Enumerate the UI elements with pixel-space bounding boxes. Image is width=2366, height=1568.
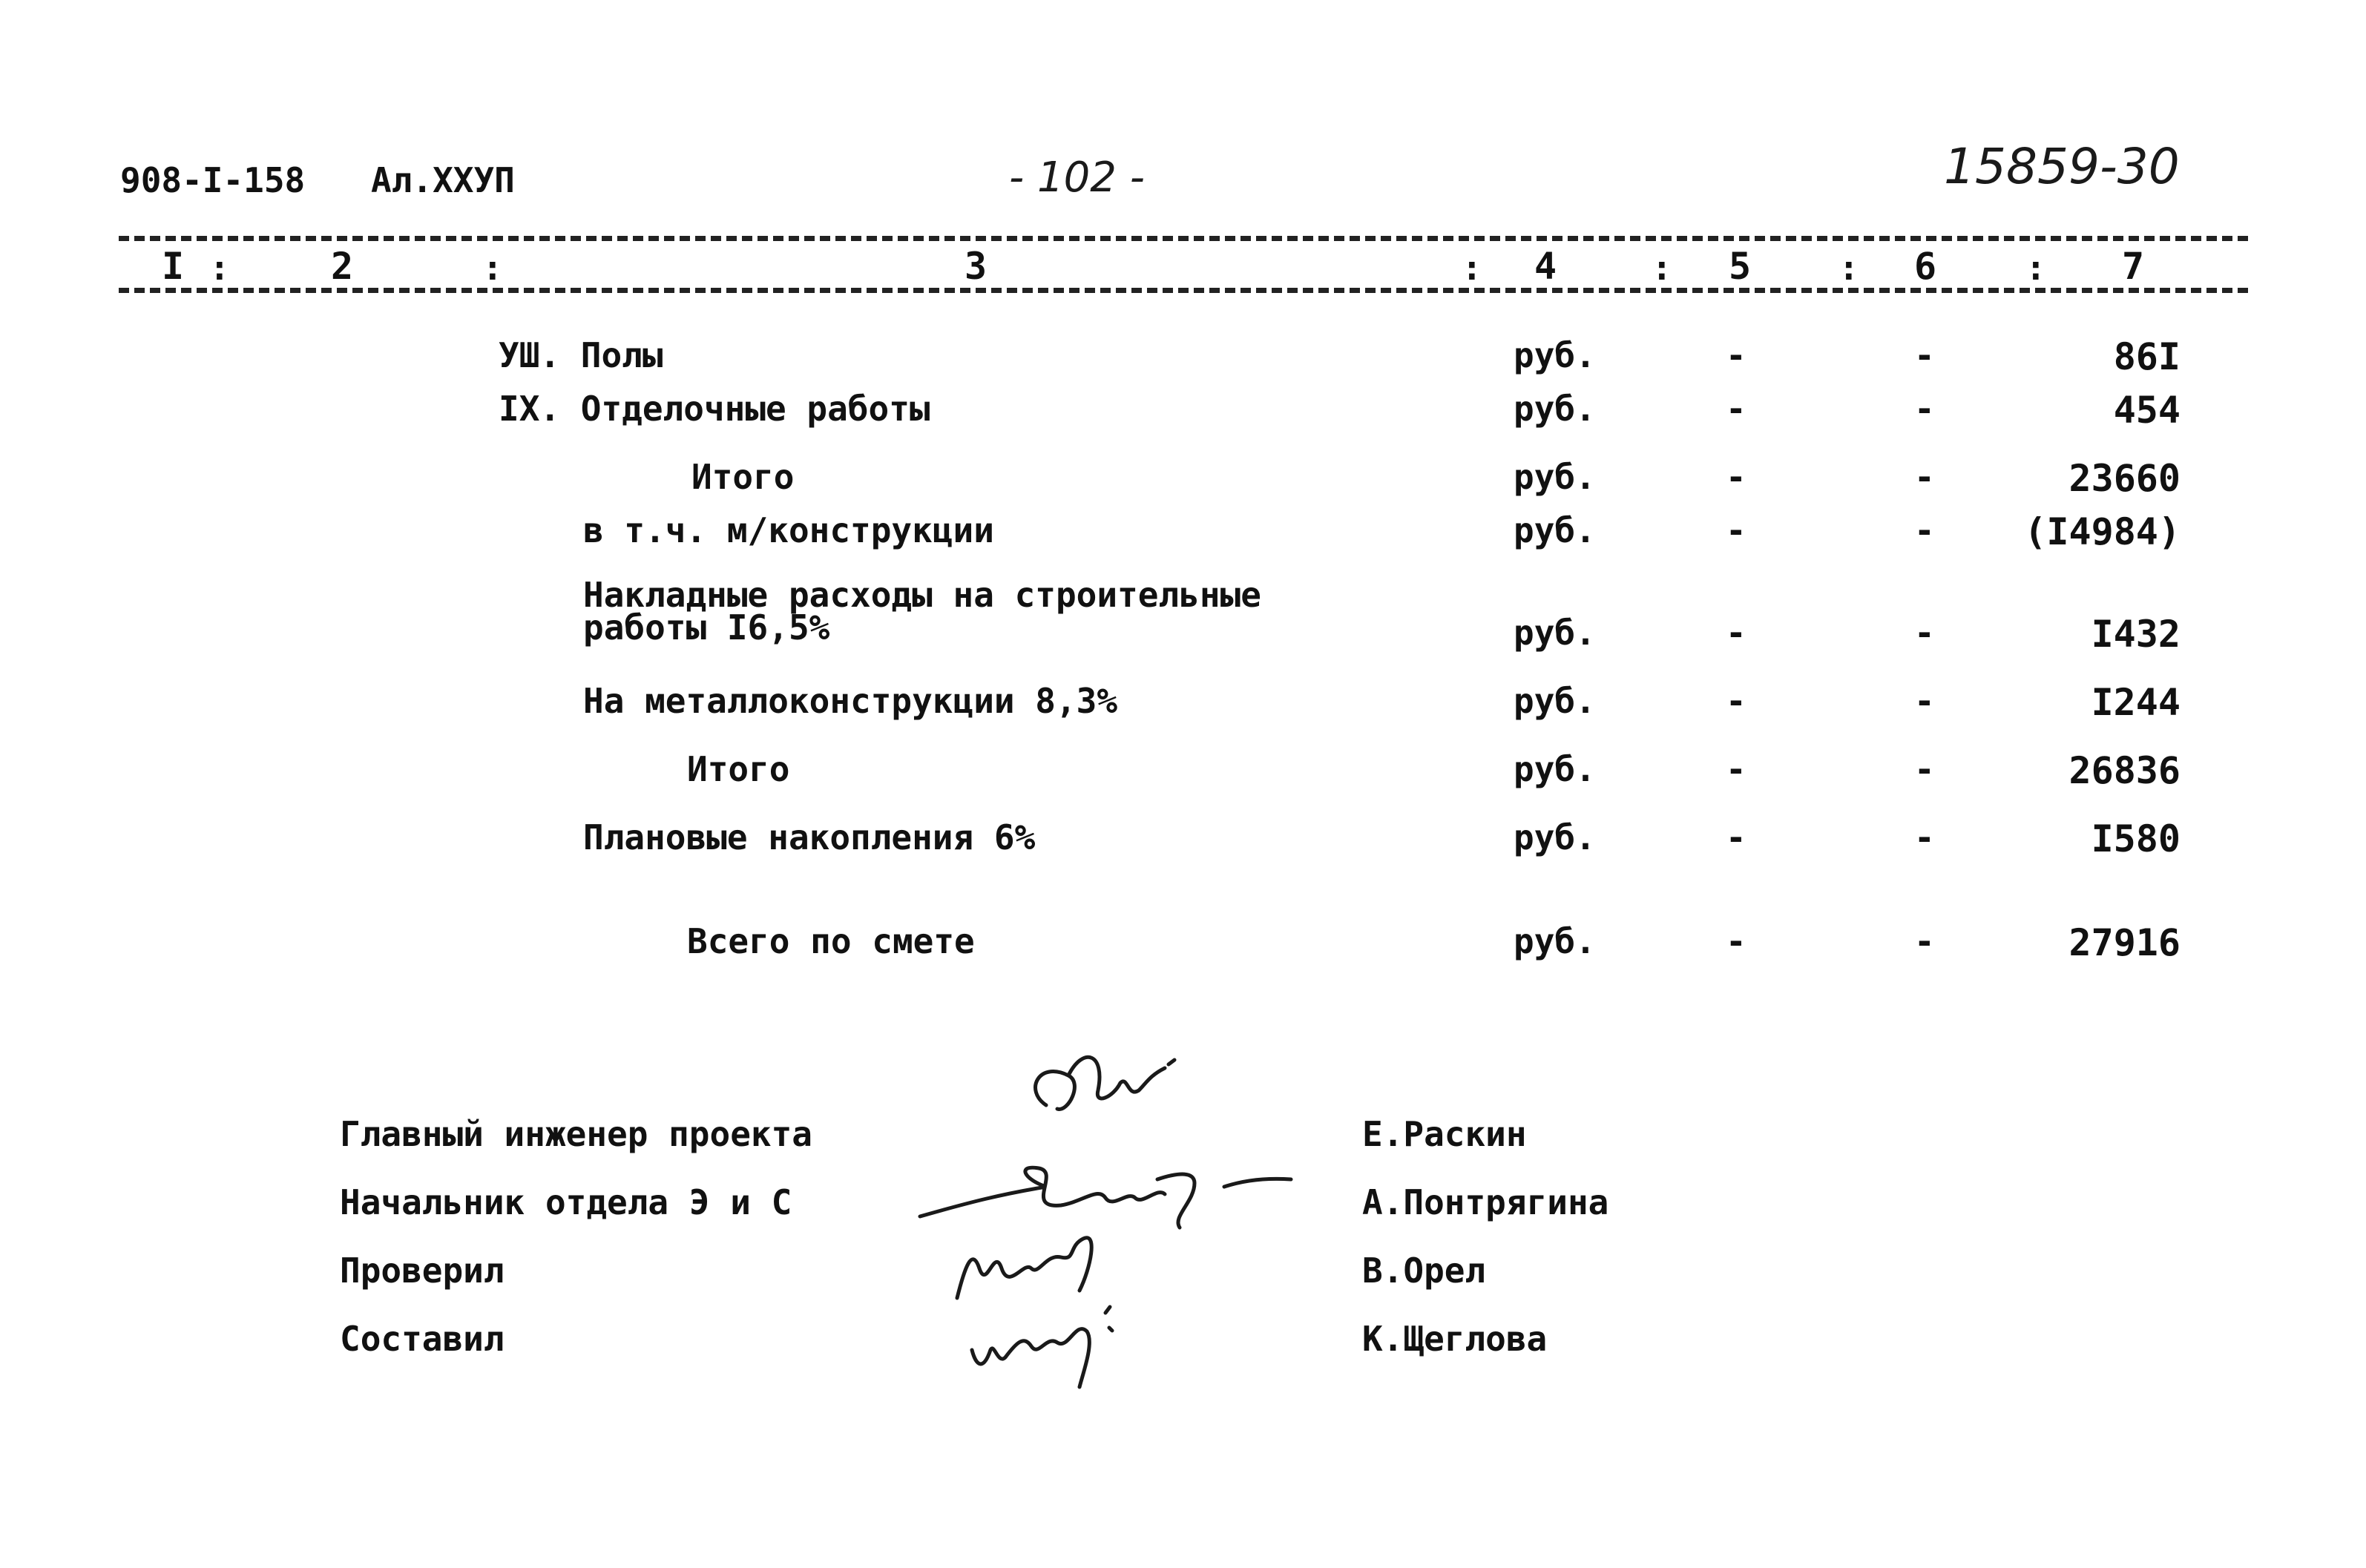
item-unit: руб. — [1514, 921, 1596, 961]
item-cost: 86I — [2113, 335, 2181, 378]
column-separator: : — [482, 248, 503, 288]
page-number: - 102 - — [1009, 154, 1145, 202]
item-col-5: - — [1726, 613, 1746, 653]
item-cost: 454 — [2113, 389, 2181, 432]
item-name: IX. Отделочные работы — [499, 389, 930, 429]
item-unit: руб. — [1514, 457, 1596, 497]
signature-name: К.Щеглова — [1362, 1319, 1548, 1359]
table-row — [0, 921, 2366, 966]
item-col-5: - — [1726, 681, 1746, 721]
column-header-top-rule — [119, 236, 2248, 241]
item-name: Всего по смете — [687, 921, 975, 961]
table-row — [0, 510, 2366, 555]
column-separator: : — [2025, 248, 2046, 288]
table-row — [0, 749, 2366, 794]
column-separator: : — [209, 248, 230, 288]
item-col-5: - — [1726, 817, 1746, 857]
item-unit: руб. — [1514, 335, 1596, 375]
table-row — [0, 681, 2366, 725]
column-number-4: 4 — [1534, 245, 1557, 288]
table-row — [0, 389, 2366, 433]
item-col-6: - — [1914, 749, 1935, 789]
item-unit: руб. — [1514, 817, 1596, 857]
handwritten-signature — [1016, 1046, 1209, 1135]
column-header-bottom-rule — [119, 288, 2248, 293]
item-name: в т.ч. м/конструкции — [583, 510, 994, 550]
column-number-3: 3 — [965, 245, 988, 288]
item-col-6: - — [1914, 921, 1935, 961]
column-separator: : — [1462, 248, 1482, 288]
item-col-6: - — [1914, 389, 1935, 429]
item-name: УШ. Полы — [499, 335, 663, 375]
signature-role: Главный инженер проекта — [340, 1114, 812, 1154]
item-name: Накладные расходы на строительные работы I6,5% — [583, 575, 1261, 648]
signature-name: В.Орел — [1362, 1251, 1486, 1291]
item-col-6: - — [1914, 613, 1935, 653]
table-row — [0, 575, 2366, 660]
item-cost: 27916 — [2068, 921, 2181, 964]
album-number: Ал.XXУП — [371, 160, 515, 200]
item-cost: I580 — [2091, 817, 2181, 860]
signature-name: Е.Раскин — [1362, 1114, 1527, 1154]
item-col-5: - — [1726, 389, 1746, 429]
item-name: Итого — [691, 457, 795, 497]
item-unit: руб. — [1514, 749, 1596, 789]
column-separator: : — [1652, 248, 1672, 288]
column-number-5: 5 — [1729, 245, 1752, 288]
item-col-6: - — [1914, 817, 1935, 857]
signature-role: Проверил — [340, 1251, 505, 1291]
item-col-5: - — [1726, 335, 1746, 375]
item-unit: руб. — [1514, 510, 1596, 550]
item-name: Плановые накопления 6% — [583, 817, 1036, 857]
item-name: Итого — [687, 749, 790, 789]
item-name: На металлоконструкции 8,3% — [583, 681, 1118, 721]
item-unit: руб. — [1514, 389, 1596, 429]
item-col-5: - — [1726, 457, 1746, 497]
column-separator: : — [1838, 248, 1859, 288]
sheet-number: 15859-30 — [1944, 138, 2180, 195]
item-col-6: - — [1914, 457, 1935, 497]
item-col-5: - — [1726, 749, 1746, 789]
table-row — [0, 335, 2366, 380]
item-col-5: - — [1726, 921, 1746, 961]
column-number-1: I — [162, 245, 185, 288]
item-col-6: - — [1914, 510, 1935, 550]
item-col-6: - — [1914, 681, 1935, 721]
column-number-2: 2 — [331, 245, 354, 288]
item-col-6: - — [1914, 335, 1935, 375]
item-cost: 23660 — [2068, 457, 2181, 500]
item-cost: I432 — [2091, 613, 2181, 656]
handwritten-signature — [957, 1291, 1135, 1394]
item-cost: (I4984) — [2024, 510, 2181, 553]
document-code: 908-I-158 — [120, 160, 306, 200]
item-col-5: - — [1726, 510, 1746, 550]
table-row — [0, 457, 2366, 501]
column-number-6: 6 — [1914, 245, 1937, 288]
item-unit: руб. — [1514, 681, 1596, 721]
item-unit: руб. — [1514, 613, 1596, 653]
column-number-7: 7 — [2122, 245, 2145, 288]
item-cost: 26836 — [2068, 749, 2181, 792]
table-row — [0, 817, 2366, 862]
signature-role: Составил — [340, 1319, 505, 1359]
signature-role: Начальник отдела Э и С — [340, 1182, 792, 1222]
item-cost: I244 — [2091, 681, 2181, 724]
signature-name: А.Понтрягина — [1362, 1182, 1609, 1222]
